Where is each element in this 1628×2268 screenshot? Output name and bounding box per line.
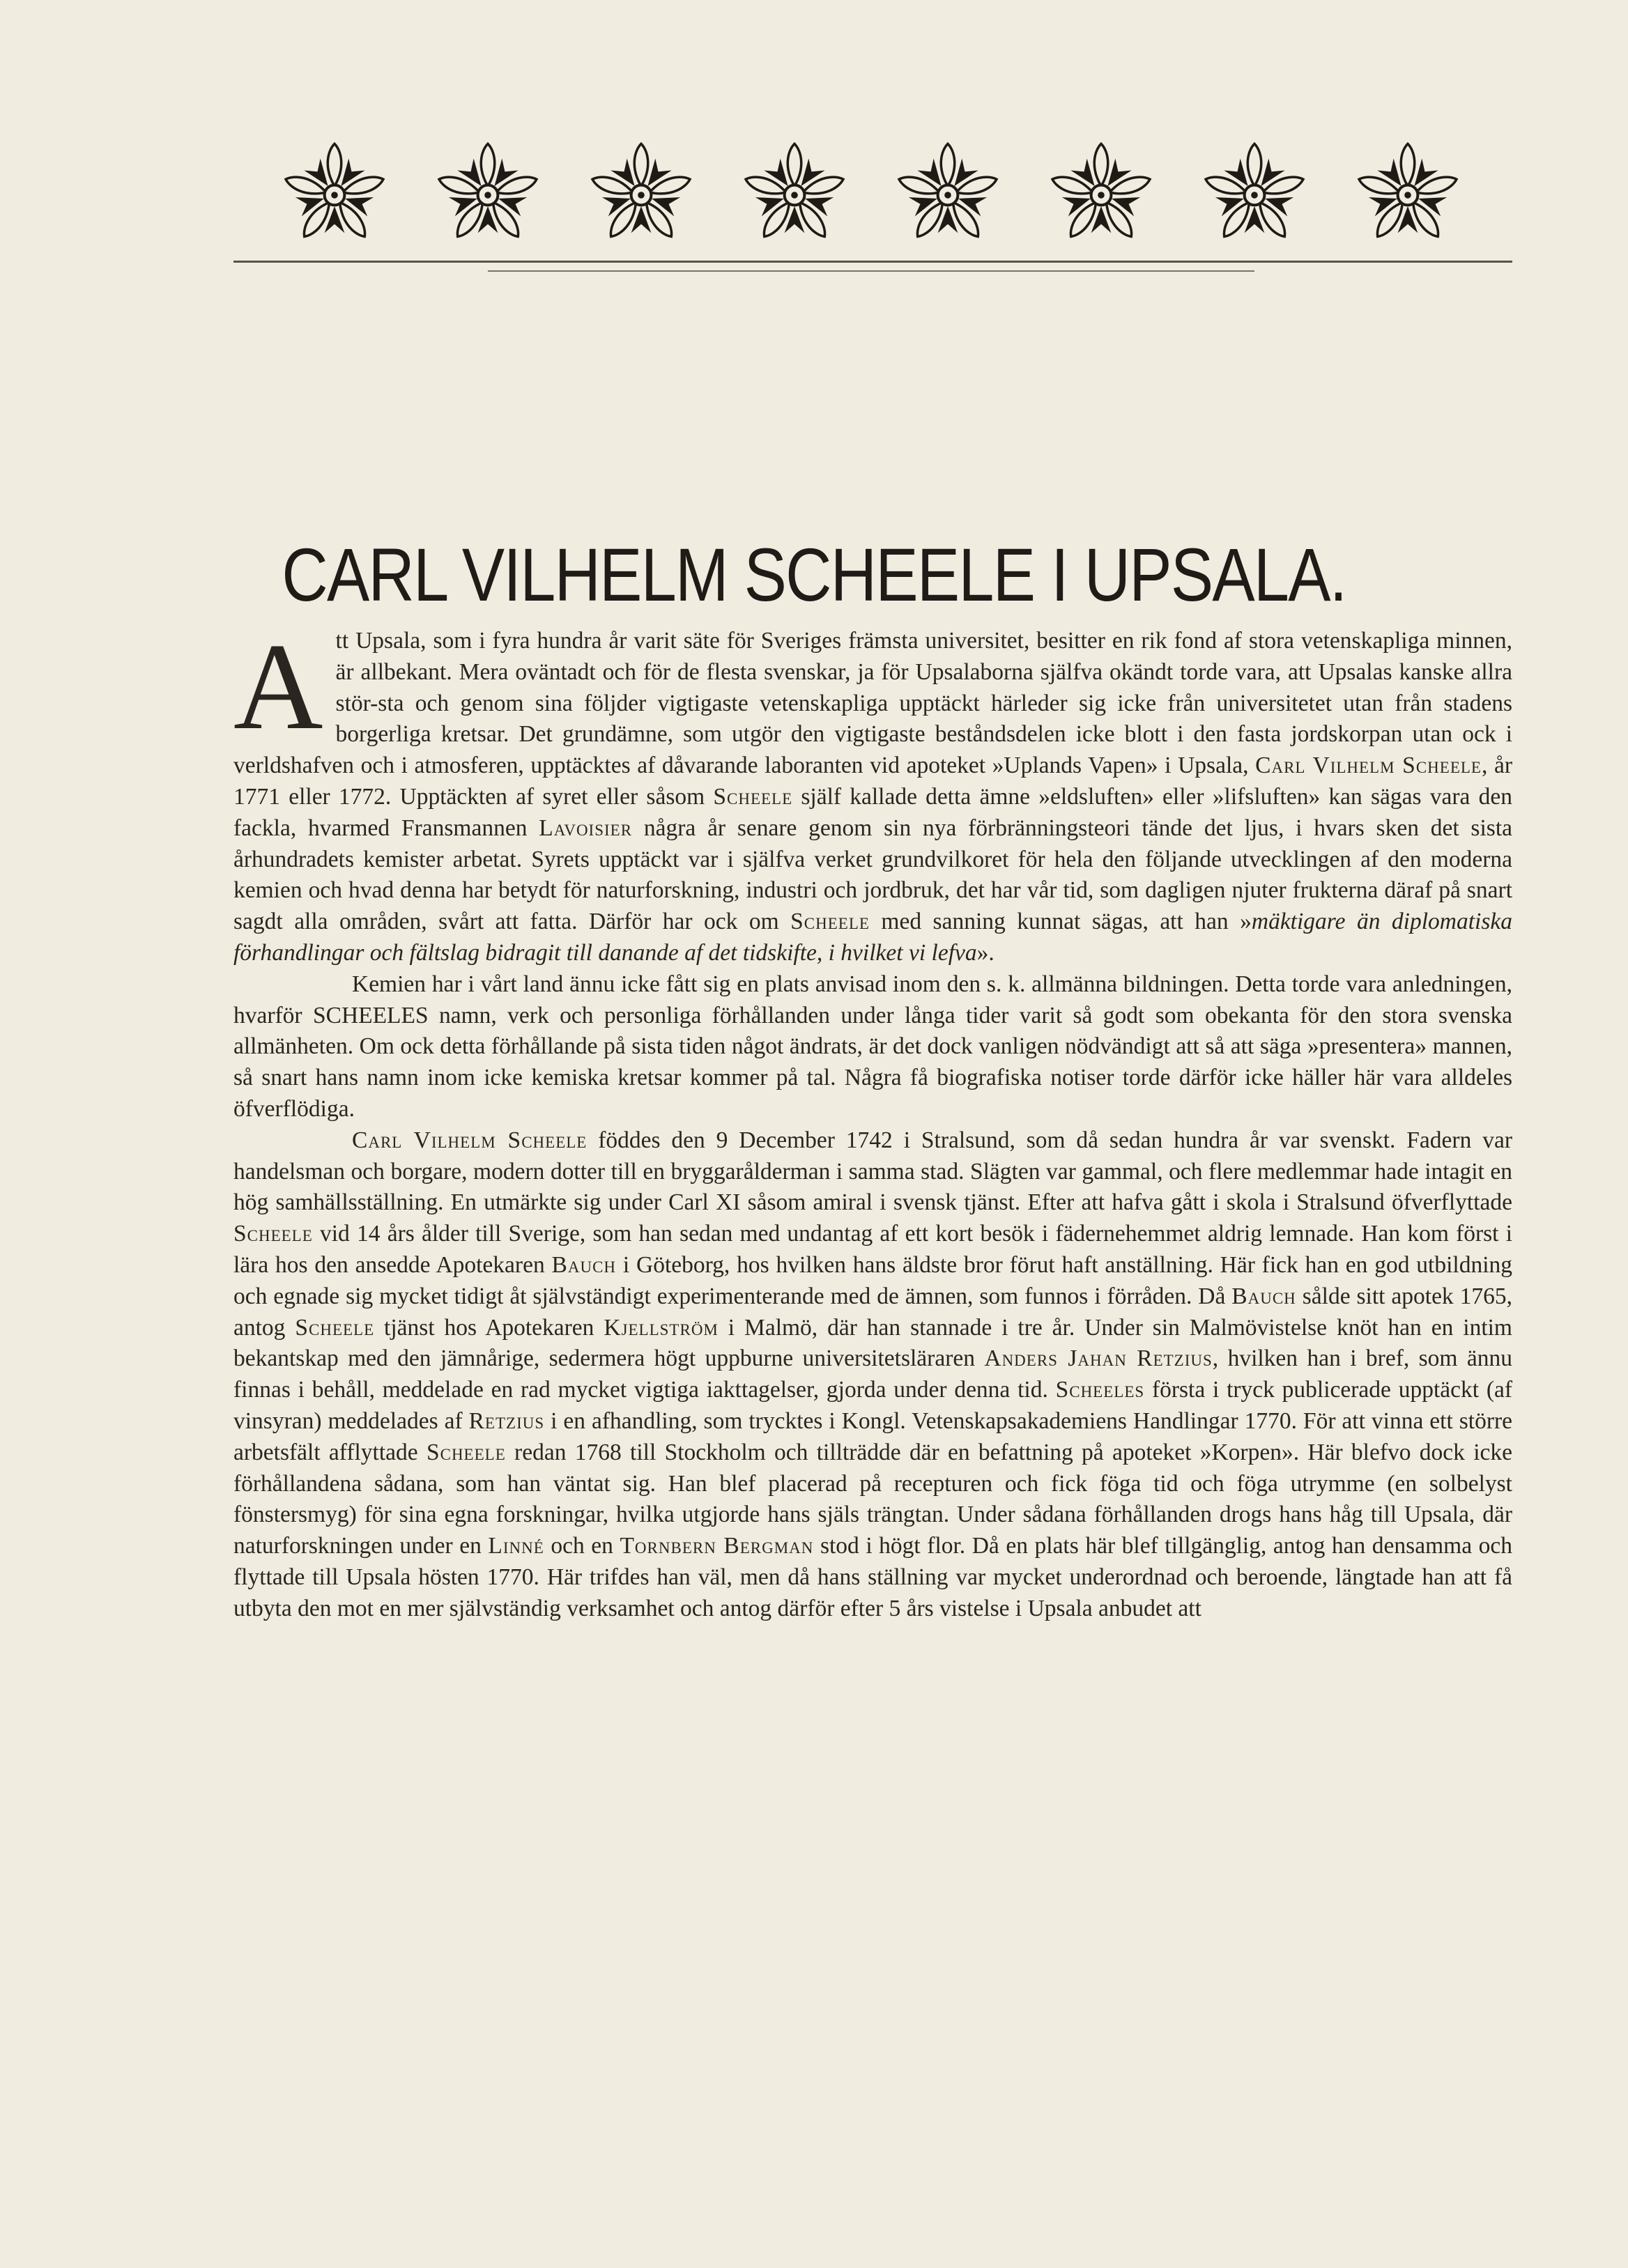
name-small-caps: Scheele bbox=[426, 1439, 506, 1465]
name-small-caps: Scheele bbox=[713, 783, 793, 810]
name-small-caps: Lavoisier bbox=[539, 815, 633, 841]
name-small-caps: Anders Jahan Retzius bbox=[984, 1345, 1213, 1372]
paragraph-3 bbox=[233, 1125, 1512, 1625]
flower-ornament-icon bbox=[585, 139, 697, 251]
text-run: med sanning kunnat sägas, att han » bbox=[869, 909, 1252, 935]
ornament-row bbox=[279, 125, 1464, 265]
text-run: , år 1771 eller 1772. Upptäckten af syret eller såsom bbox=[233, 753, 1512, 810]
flower-ornament-icon bbox=[739, 139, 850, 251]
text-run: själf kallade detta ämne »eldsluften» eller »lifsluften» kan sägas vara den fackla, hvarmed Fransmannen bbox=[233, 783, 1512, 841]
text-run: några år senare genom sin nya förbränningsteori tände det ljus, i hvars sken det sista århundradets kemister arbetat. Syrets upptäckt var i själfva verket grundvilkoret för hela den följande utvecklingen af den moderna kemien och hvad denna har betydt för naturforskning, industri och jordbruk, det har vår tid, som dagligen njuter frukterna däraf på snart sagdt alla områden, svårt att fatta. Därför har ock om bbox=[233, 815, 1512, 935]
text-run: redan 1768 till Stockholm och tillträdde där en befattning på apoteket »Korpen». Här blefvo dock icke förhållandena sådana, som han väntat sig. Han blef placerad på recepturen och fick föga tid och föga utrymme (en solbelyst fönstersmyg) för sina egna forskningar, hvilka utgjorde hans själs trängtan. Under sådana förhållanden drogs hans håg till Upsala, där naturforskningen under en bbox=[233, 1439, 1512, 1559]
flower-ornament-icon bbox=[1199, 139, 1310, 251]
name-small-caps: Bauch bbox=[551, 1251, 617, 1278]
text-run: , hvilken han i bref, som ännu finnas i behåll, meddelade en rad mycket vigtiga iakttagelser, gjorda under denna tid. bbox=[233, 1345, 1512, 1403]
text-run: sålde sitt apotek 1765, antog bbox=[233, 1283, 1512, 1341]
paragraph-1 bbox=[233, 617, 1512, 969]
flower-ornament-icon bbox=[432, 139, 544, 251]
page-title: CARL VILHELM SCHEELE I UPSALA. bbox=[282, 532, 1346, 617]
text-run: tt Upsala, som i fyra hundra år varit säte för Sveriges främsta universitet, besitter en rik fond af stora vetenskapliga minnen, är allbekant. Mera oväntadt och för de flesta svenskar, ja för Upsalaborna själfva okändt torde vara, att Upsalas kanske allra stör-sta och genom sina följder vigtigaste vetenskapliga upptäckt härleder sig icke från universitetet utan från stadens borgerliga kretsar. Det grundämne, som utgör den vigtigaste beståndsdelen icke blott i den fasta jordskorpan utan ock i verldshafven och i atmosferen, upptäcktes af dåvarande laboranten vid apoteket »Uplands Vapen» i Upsala, bbox=[233, 628, 1512, 779]
text-run: i en afhandling, som trycktes i Kongl. Vetenskapsakademiens Handlingar 1770. För att vinna ett större arbetsfält afflyttade bbox=[233, 1407, 1512, 1465]
drop-cap: A bbox=[233, 617, 323, 755]
name-small-caps: Linné bbox=[488, 1533, 544, 1559]
name-small-caps: Kjellström bbox=[604, 1314, 719, 1341]
text-run: ». bbox=[976, 939, 995, 966]
name-small-caps: Scheele bbox=[295, 1314, 375, 1341]
text-run: och en bbox=[544, 1533, 620, 1559]
name-small-caps: Carl Vilhelm Scheele bbox=[352, 1127, 588, 1153]
article-body bbox=[233, 617, 1513, 1625]
name-small-caps: Tornbern Bergman bbox=[620, 1533, 814, 1559]
flower-ornament-icon bbox=[1352, 139, 1464, 251]
name-small-caps: Carl Vilhelm Scheele bbox=[1255, 753, 1482, 779]
name-small-caps: Scheele bbox=[233, 1221, 313, 1247]
name-small-caps: Retzius bbox=[468, 1407, 545, 1434]
name-small-caps: Bauch bbox=[1231, 1283, 1296, 1309]
name-small-caps: Scheele bbox=[790, 909, 870, 935]
name-small-caps: Scheeles bbox=[1055, 1377, 1145, 1403]
text-run: i Malmö, där han stannade i tre år. Under sin Malmövistelse knöt han en intim bekantskap med den jämnårige, sedermera högt uppburne universitetsläraren bbox=[233, 1314, 1512, 1372]
text-run: första i tryck publicerade upptäckt (af vinsyran) meddelades af bbox=[233, 1377, 1512, 1434]
flower-ornament-icon bbox=[892, 139, 1004, 251]
text-run: vid 14 års ålder till Sverige, som han sedan med undantag af ett kort besök i fädernehemmet aldrig lemnade. Han kom först i lära hos den ansedde Apotekaren bbox=[233, 1221, 1512, 1278]
paragraph-2: Kemien har i vårt land ännu icke fått sig en plats anvisad inom den s. k. allmänna bildningen. Detta torde vara anledningen, hvarför SCHEELES namn, verk och personliga förhållanden under långa tider varit så godt som obekanta för den stora svenska allmänheten. Om ock detta förhållande på sista tiden något ändrats, är det dock vanligen nödvändigt att så att säga »presentera» mannen, så snart hans namn inom icke kemiska kretsar kommer på tal. Några få biografiska notiser torde därför icke häller här vara alldeles öfverflödiga. bbox=[233, 971, 1512, 1122]
text-run: föddes den 9 December 1742 i Stralsund, som då sedan hundra år var svenskt. Fadern var handelsman och borgare, modern dotter till en bryggarålderman i samma stad. Slägten var gammal, och flere medlemmar hade intagit en hög samhällsställning. En utmärkte sig under Carl XI såsom amiral i svensk tjänst. Efter att hafva gått i skola i Stralsund öfverflyttade bbox=[233, 1127, 1512, 1216]
text-run: i Göteborg, hos hvilken hans äldste bror förut haft anställning. Här fick han en god utbildning och egnade sig mycket tidigt åt självständigt experimenterande med de ämnen, som funnos i förråden. Då bbox=[233, 1251, 1513, 1309]
ornament-rule bbox=[233, 261, 1512, 263]
text-run: stod i högt flor. Då en plats här blef tillgänglig, antog han densamma och flyttade till Upsala hösten 1770. Här trifdes han väl, men då hans ställning var mycket underordnad och beroende, längtade han att få utbyta den mot en mer självständig verksamhet och antog därför efter 5 års vistelse i Upsala anbudet att bbox=[233, 1533, 1512, 1621]
flower-ornament-icon bbox=[1045, 139, 1157, 251]
text-run: tjänst hos Apotekaren bbox=[374, 1314, 604, 1341]
italic-quote: mäktigare än diplomatiska förhandlingar och fältslag bidragit till danande af det tidskifte, i hvilket vi lefva bbox=[233, 909, 1512, 966]
flower-ornament-icon bbox=[279, 139, 390, 251]
ornament-rule-secondary bbox=[488, 270, 1254, 272]
